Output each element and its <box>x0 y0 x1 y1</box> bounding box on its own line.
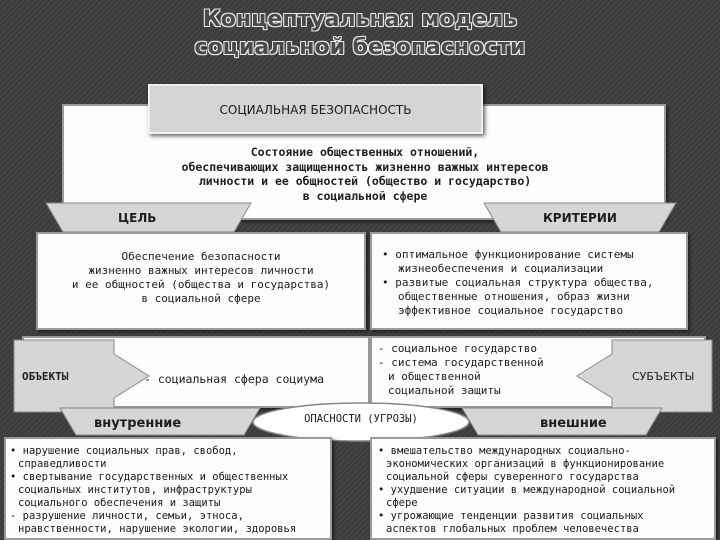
internal-item: нравственности, нарушение экологии, здоровья <box>18 523 297 535</box>
internal-item: • свертывание государственных и общественных <box>10 471 289 483</box>
external-item: аспектов глобальных проблем человечества <box>386 523 639 535</box>
goal-line-2: жизненно важных интересов личности <box>88 264 314 277</box>
definition-line-1: Состояние общественных отношений, <box>250 145 480 159</box>
external-box <box>370 437 716 540</box>
external-item: • вмешательство международных социально- <box>378 445 631 457</box>
subjects-label: СУБЪЕКТЫ <box>632 370 695 383</box>
external-item: социальной сферы суверенного государства <box>386 471 639 483</box>
subjects-line-2: - система государственной <box>378 356 544 369</box>
title-line-1: Концептуальная модель <box>202 7 518 32</box>
internal-item: справедливости <box>18 458 107 470</box>
definition-line-2: обеспечивающих защищенность жизненно важных интересов <box>181 159 549 174</box>
internal-box <box>4 437 332 540</box>
objects-text: - социальная сфера социума <box>144 372 325 386</box>
definition-line-3: личности и ее общностей (общество и государство) <box>198 174 532 188</box>
goal-line-4: в социальной сфере <box>141 292 261 305</box>
criteria-item-1-line-1: оптимальное функционирование системы <box>395 248 634 261</box>
internal-item: социальных институтов, инфраструктуры <box>18 484 252 496</box>
criteria-label: КРИТЕРИИ <box>543 211 617 225</box>
header-box-label: СОЦИАЛЬНАЯ БЕЗОПАСНОСТЬ <box>219 103 412 117</box>
criteria-item: • оптимальное функционирование системы <box>382 248 634 261</box>
criteria-item-2-line-3: эффективное социальное государство <box>398 304 624 317</box>
internal-list <box>10 445 330 536</box>
external-item: • ухудшение ситуации в международной социальной <box>378 484 676 496</box>
criteria-item-2-line-1: развитые социальная структура общества, <box>395 276 654 289</box>
internal-item: социального обеспечения и защиты <box>18 497 221 509</box>
external-item: • угрожающие тенденции развития социальных <box>378 510 644 522</box>
internal-label: внутренние <box>94 416 182 431</box>
external-item: экономических организаций в функционирование <box>386 458 665 470</box>
criteria-item-1-line-2: жизнеобеспечения и социализации <box>398 262 604 275</box>
goal-label: ЦЕЛЬ <box>118 211 157 225</box>
criteria-item: • развитые социальная структура общества, <box>382 276 654 289</box>
slide-title <box>0 6 720 62</box>
external-list <box>378 445 714 536</box>
subjects-line-4: социальной защиты <box>388 384 501 397</box>
internal-item: - разрушение личности, семьи, этноса, <box>10 510 244 522</box>
header-box <box>148 84 483 134</box>
subjects-line-1: - социальное государство <box>378 342 537 355</box>
objects-label: ОБЪЕКТЫ <box>22 370 69 383</box>
criteria-box <box>370 232 688 330</box>
subjects-list <box>378 342 578 398</box>
external-item: сфере <box>386 497 418 509</box>
external-label: внешние <box>540 416 607 431</box>
definition-line-4: в социальной сфере <box>302 188 428 203</box>
dangers-label: ОПАСНОСТИ (УГРОЗЫ) <box>304 413 418 425</box>
subjects-line-3: и общественной <box>388 370 481 383</box>
internal-item: • нарушение социальных прав, свобод, <box>10 445 238 457</box>
goal-line-1: Обеспечение безопасности <box>121 250 281 263</box>
goal-line-3: и ее общностей (общества и государства) <box>71 278 331 291</box>
title-line-2: социальной безопасности <box>194 35 526 60</box>
criteria-item-2-line-2: общественные отношения, образ жизни <box>398 290 630 303</box>
definition-text <box>90 145 640 203</box>
goal-box <box>36 232 366 330</box>
